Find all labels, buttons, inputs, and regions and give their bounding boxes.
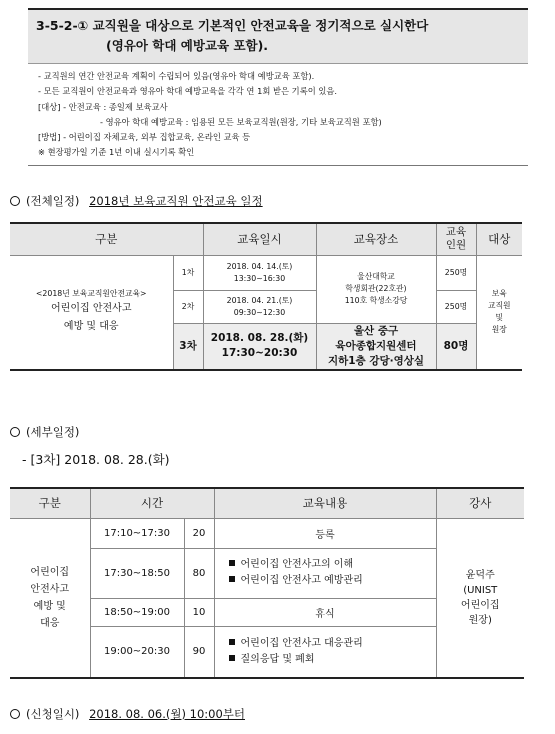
section-prefix: (세부일정) xyxy=(26,425,80,439)
lecturer-line: 원장) xyxy=(468,614,492,626)
lecturer-line: 어린이집 xyxy=(460,599,500,611)
target-line: 교직원 xyxy=(487,301,511,310)
section-prefix: (전체일정) xyxy=(26,194,80,208)
count-cell: 80명 xyxy=(436,323,476,370)
time-cell: 19:00~20:30 xyxy=(90,626,184,678)
date-text: 2018. 04. 21.(토) xyxy=(226,295,293,305)
target-line: 원장 xyxy=(491,325,507,334)
minutes-cell: 90 xyxy=(184,626,214,678)
program-tag: <2018년 보육교직원안전교육> xyxy=(35,289,147,298)
place-line: 지하1층 강당·영상실 xyxy=(327,354,425,367)
content-cell: 휴식 xyxy=(214,598,436,626)
note-line: - 모든 교직원이 안전교육과 영유아 학대 예방교육을 각각 연 1회 받은 기록이 있음. xyxy=(38,86,338,97)
datetime-cell xyxy=(203,290,316,323)
col-header-lecturer: 강사 xyxy=(436,488,524,518)
time-text: 13:30~16:30 xyxy=(233,273,286,283)
time-cell: 17:30~18:50 xyxy=(90,548,184,598)
content-text: 어린이집 안전사고 대응관리 xyxy=(240,637,363,649)
note-line: [방법] - 어린이집 자체교육, 외부 집합교육, 온라인 교육 등 xyxy=(38,132,251,143)
category-line: 안전사고 xyxy=(30,583,70,595)
category-line: 어린이집 xyxy=(30,566,70,578)
lecturer-line: (UNIST xyxy=(463,584,498,596)
content-cell xyxy=(214,548,436,598)
round-cell: 3차 xyxy=(173,323,203,370)
overall-schedule-table xyxy=(10,222,522,371)
content-cell: 등록 xyxy=(214,518,436,548)
square-bullet-icon xyxy=(229,655,235,661)
place-line: 110호 학생소강당 xyxy=(344,296,408,305)
datetime-cell xyxy=(203,255,316,290)
circle-bullet-icon xyxy=(10,427,20,437)
content-text: 질의응답 및 폐회 xyxy=(240,653,315,665)
section-overall-schedule xyxy=(10,193,263,209)
col-header-category: 구분 xyxy=(10,488,90,518)
count-cell: 250명 xyxy=(436,290,476,323)
program-subtitle: 예방 및 대응 xyxy=(63,321,119,332)
target-line: 보육 xyxy=(491,289,507,298)
col-header-category: 구분 xyxy=(10,223,203,255)
time-text: 17:30~20:30 xyxy=(221,347,298,359)
section-prefix: (신청일시) xyxy=(26,707,80,721)
content-text: 어린이집 안전사고 예방관리 xyxy=(240,575,363,586)
target-line: 및 xyxy=(495,313,504,322)
detail-schedule-table xyxy=(10,487,524,679)
place-cell xyxy=(316,323,436,370)
note-line: ※ 현장평가일 기준 1년 이내 실시기록 확인 xyxy=(38,147,195,158)
criteria-title-line1: 3-5-2-① 교직원을 대상으로 기본적인 안전교육을 정기적으로 실시한다 xyxy=(36,18,429,33)
minutes-cell: 10 xyxy=(184,598,214,626)
datetime-cell xyxy=(203,323,316,370)
col-header-count: 교육 인원 xyxy=(436,223,476,255)
place-cell xyxy=(316,255,436,323)
category-line: 대응 xyxy=(40,617,60,629)
program-title: 어린이집 안전사고 xyxy=(51,303,132,314)
place-line: 울산대학교 xyxy=(357,272,395,281)
round-cell: 2차 xyxy=(173,290,203,323)
content-item xyxy=(229,557,436,573)
time-cell: 18:50~19:00 xyxy=(90,598,184,626)
round-cell: 1차 xyxy=(173,255,203,290)
note-line: - 교직원의 연간 안전교육 계획이 수립되어 있음(영유아 학대 예방교육 포함). xyxy=(38,71,315,81)
category-cell xyxy=(10,518,90,678)
note-line: [대상] - 안전교육 : 종일제 보육교사 xyxy=(38,101,168,112)
section-detail-schedule xyxy=(10,424,79,440)
lecturer-line: 윤덕주 xyxy=(465,569,495,581)
circle-bullet-icon xyxy=(10,709,20,719)
count-cell: 250명 xyxy=(436,255,476,290)
criteria-notes xyxy=(28,64,528,166)
section-application-date xyxy=(10,706,245,722)
col-header-place: 교육장소 xyxy=(316,223,436,255)
time-cell: 17:10~17:30 xyxy=(90,518,184,548)
detail-date-heading: - [3차] 2018. 08. 28.(화) xyxy=(22,452,170,467)
lecturer-cell xyxy=(436,518,524,678)
time-text: 09:30~12:30 xyxy=(233,307,286,317)
content-item xyxy=(229,652,436,668)
section-title: 2018년 보육교직원 안전교육 일정 xyxy=(89,194,263,208)
target-cell xyxy=(476,255,522,370)
square-bullet-icon xyxy=(229,639,235,645)
criteria-title-line2: (영유아 학대 예방교육 포함). xyxy=(106,38,269,53)
content-cell xyxy=(214,626,436,678)
category-line: 예방 및 xyxy=(33,600,66,612)
date-text: 2018. 04. 14.(토) xyxy=(226,261,293,271)
col-header-time: 시간 xyxy=(90,488,214,518)
content-item xyxy=(229,573,436,589)
square-bullet-icon xyxy=(229,576,235,582)
program-name-cell xyxy=(10,255,173,370)
criteria-header xyxy=(28,8,528,64)
circle-bullet-icon xyxy=(10,196,20,206)
place-line: 울산 중구 xyxy=(353,324,399,337)
place-line: 육아종합지원센터 xyxy=(335,339,417,352)
col-header-content: 교육내용 xyxy=(214,488,436,518)
place-line: 학생회관(22호관) xyxy=(345,284,407,293)
col-header-datetime: 교육일시 xyxy=(203,223,316,255)
note-line: - 영유아 학대 예방교육 : 임용된 모든 보육교직원(원장, 기타 보육교직원 포함) xyxy=(100,116,382,127)
content-text: 어린이집 안전사고의 이해 xyxy=(240,559,354,570)
square-bullet-icon xyxy=(229,560,235,566)
content-item xyxy=(229,636,436,652)
application-date-value: 2018. 08. 06.(월) 10:00부터 xyxy=(89,707,245,721)
col-header-target: 대상 xyxy=(476,223,522,255)
date-text: 2018. 08. 28.(화) xyxy=(210,332,309,344)
minutes-cell: 80 xyxy=(184,548,214,598)
minutes-cell: 20 xyxy=(184,518,214,548)
